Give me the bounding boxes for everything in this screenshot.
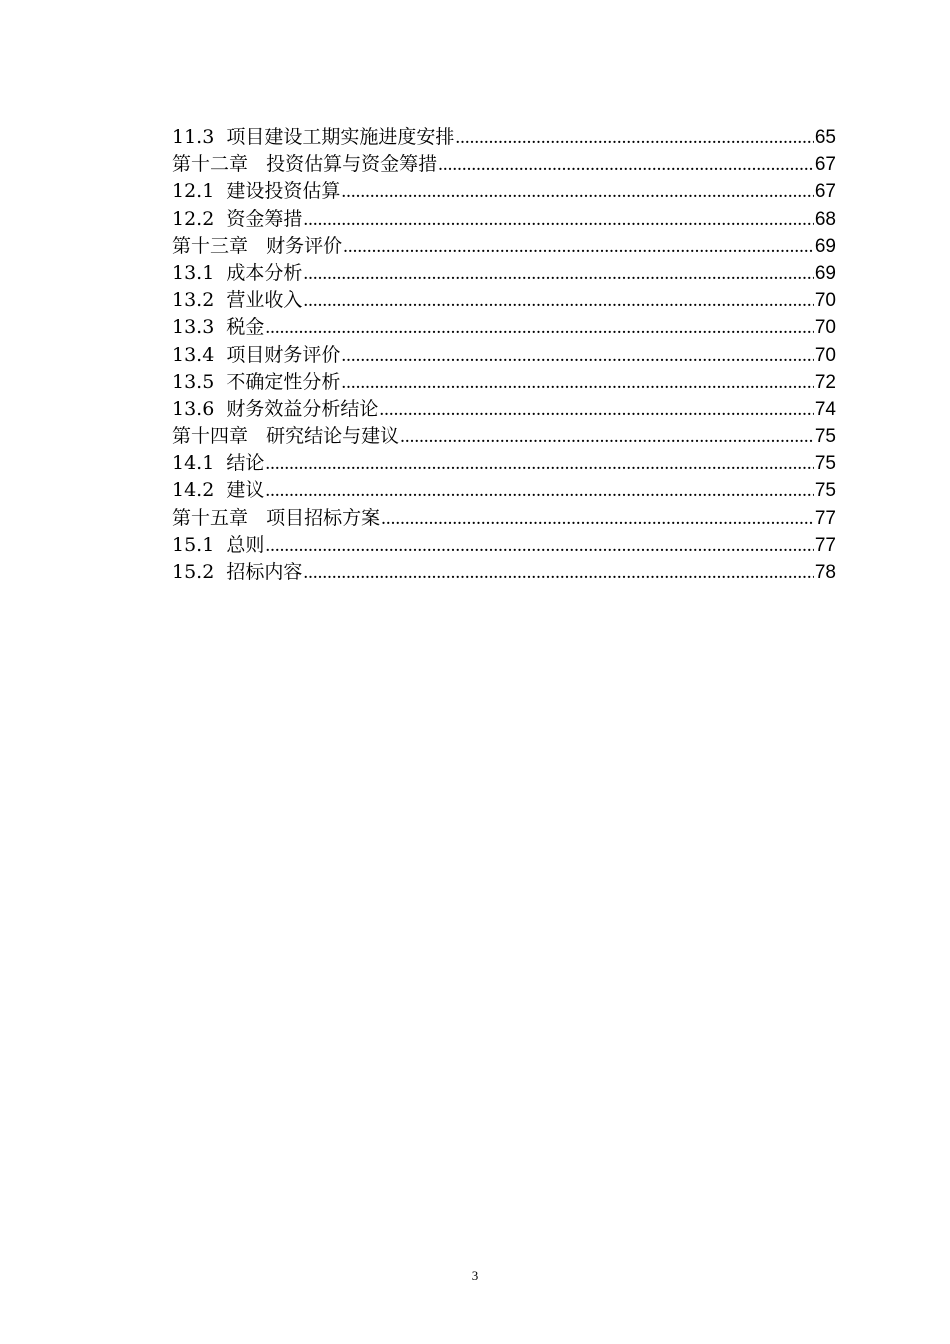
toc-entry[interactable]	[172, 151, 836, 178]
toc-dot-leader	[381, 505, 814, 532]
toc-entry-title: 13.3 税金	[172, 316, 265, 339]
toc-dot-leader	[265, 450, 813, 477]
toc-entry[interactable]	[172, 124, 836, 151]
toc-entry-title: 14.1 结论	[172, 452, 265, 475]
toc-entry[interactable]	[172, 233, 836, 260]
toc-entry[interactable]	[172, 477, 836, 504]
toc-entry-page: 67	[814, 154, 836, 176]
toc-dot-leader	[400, 423, 814, 450]
toc-dot-leader	[303, 287, 813, 314]
toc-dot-leader	[455, 124, 813, 151]
toc-dot-leader	[303, 260, 813, 287]
toc-entry-title: 第十四章 研究结论与建议	[172, 425, 400, 448]
toc-entry-title: 13.1 成本分析	[172, 261, 303, 284]
toc-entry[interactable]	[172, 423, 836, 450]
toc-entry-page: 75	[814, 426, 836, 448]
toc-entry-page: 67	[814, 181, 836, 203]
toc-entry-page: 65	[814, 127, 836, 148]
toc-entry-title: 11.3 项目建设工期实施进度安排	[172, 126, 455, 148]
toc-dot-leader	[438, 151, 814, 178]
toc-entry-page: 70	[814, 317, 836, 339]
toc-entry[interactable]	[172, 396, 836, 423]
toc-entry[interactable]	[172, 450, 836, 477]
toc-entry-title: 第十三章 财务评价	[172, 234, 343, 257]
toc-entry[interactable]	[172, 206, 836, 233]
toc-entry-title: 13.5 不确定性分析	[172, 370, 341, 393]
toc-entry[interactable]	[172, 314, 836, 341]
toc-entry-page: 69	[814, 235, 836, 257]
toc-entry-page: 75	[814, 480, 836, 502]
toc-entry-page: 70	[814, 344, 836, 366]
toc-dot-leader	[265, 532, 813, 559]
toc-entry-page: 69	[814, 262, 836, 284]
toc-entry-title: 15.2 招标内容	[172, 561, 303, 583]
toc-dot-leader	[379, 396, 813, 423]
toc-entry-title: 15.1 总则	[172, 533, 265, 556]
toc-entry[interactable]	[172, 369, 836, 396]
toc-entry-page: 74	[814, 398, 836, 420]
toc-entry-title: 12.2 资金筹措	[172, 207, 303, 230]
toc-entry-page: 78	[814, 562, 836, 583]
toc-dot-leader	[303, 559, 813, 586]
toc-entry-title: 13.2 营业收入	[172, 289, 303, 312]
toc-entry-title: 14.2 建议	[172, 479, 265, 502]
page-number: 3	[471, 1268, 479, 1283]
toc-entry-page: 72	[814, 371, 836, 393]
toc-dot-leader	[343, 233, 814, 260]
toc-entry-page: 68	[814, 208, 836, 230]
toc-dot-leader	[341, 369, 813, 396]
toc-entry[interactable]	[172, 505, 836, 532]
toc-entry-page: 77	[814, 507, 836, 529]
toc-entry[interactable]	[172, 287, 836, 314]
toc-dot-leader	[341, 178, 813, 205]
toc-entry[interactable]	[172, 532, 836, 559]
toc-entry-title: 第十二章 投资估算与资金筹措	[172, 153, 438, 176]
toc-entry-title: 13.4 项目财务评价	[172, 343, 341, 366]
toc-dot-leader	[303, 206, 813, 233]
toc-entry-title: 13.6 财务效益分析结论	[172, 397, 379, 420]
toc-entry[interactable]	[172, 178, 836, 205]
toc-dot-leader	[341, 342, 813, 369]
table-of-contents	[172, 124, 836, 586]
toc-entry[interactable]	[172, 260, 836, 287]
toc-entry[interactable]	[172, 342, 836, 369]
toc-entry-title: 12.1 建设投资估算	[172, 180, 341, 203]
toc-entry-page: 70	[814, 290, 836, 312]
toc-entry[interactable]	[172, 559, 836, 586]
toc-dot-leader	[265, 314, 813, 341]
toc-dot-leader	[265, 477, 813, 504]
toc-entry-page: 77	[814, 534, 836, 556]
toc-entry-page: 75	[814, 453, 836, 475]
toc-entry-title: 第十五章 项目招标方案	[172, 506, 381, 529]
